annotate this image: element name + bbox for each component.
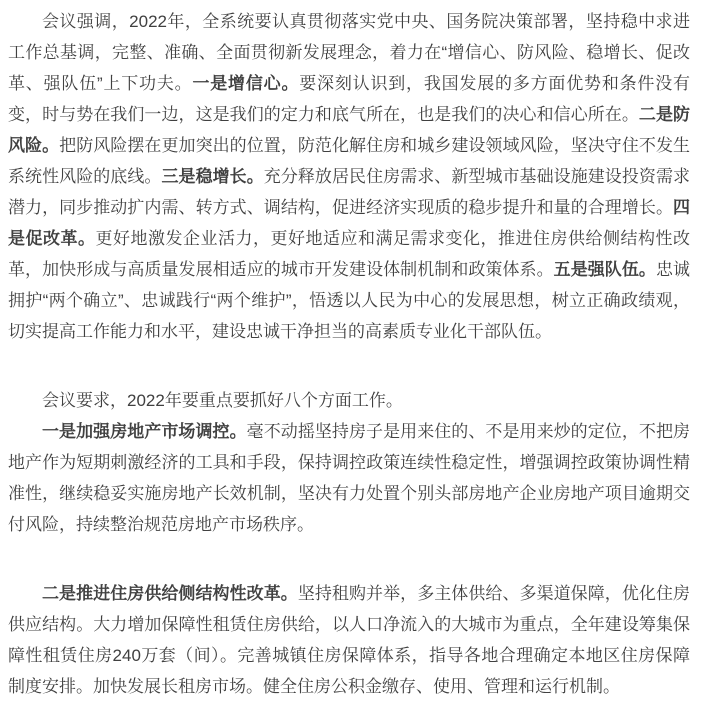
bold-phrase-point-2: 二是防风险。 xyxy=(8,105,691,155)
bold-phrase-task-2: 二是推进住房供给侧结构性改革。 xyxy=(42,584,298,603)
text-segment: 更好地激发企业活力，更好地适应和满足需求变化，推进住房供给侧结构性改革，加快形成与高质量发展相适应的城市开发建设体制机制和政策体系。 xyxy=(8,229,690,279)
text-segment: 坚持租购并举，多主体供给、多渠道保障，优化住房供应结构。大力增加保障性租赁住房供给，以人口净流入的大城市为重点，全年建设筹集保障性租赁住房240万套（间）。完善城镇住房保障体系，指导各地合理确定本地区住房保障制度安排。加快发展长租房市场。健全住房公积金缴存、使用、管理和运行机制。 xyxy=(8,584,691,696)
paragraph-task-2 xyxy=(8,578,690,702)
text-segment: 忠诚拥护“两个确立”、忠诚践行“两个维护”，悟透以人民为中心的发展思想，树立正确政绩观，切实提高工作能力和水平，建设忠诚干净担当的高素质专业化干部队伍。 xyxy=(8,260,691,341)
bold-phrase-point-5: 五是强队伍。 xyxy=(553,260,656,279)
paragraph-meeting-requirements xyxy=(8,385,690,416)
text-segment: 充分释放居民住房需求、新型城市基础设施建设投资需求潜力，同步推动扩内需、转方式、调结构，促进经济实现质的稳步提升和量的合理增长。 xyxy=(8,167,691,217)
bold-phrase-point-3: 三是稳增长。 xyxy=(161,167,264,186)
bold-phrase-point-1: 一是增信心。 xyxy=(192,74,300,93)
paragraph-task-1 xyxy=(8,416,690,540)
paragraph-meeting-emphasis xyxy=(8,6,690,347)
bold-phrase-point-4: 四是促改革。 xyxy=(8,198,690,248)
text-segment: 把防风险摆在更加突出的位置，防范化解住房和城乡建设领域风险，坚决守住不发生系统性风险的底线。 xyxy=(8,136,691,186)
bold-phrase-task-1: 一是加强房地产市场调控。 xyxy=(42,422,247,441)
text-segment: 毫不动摇坚持房子是用来住的、不是用来炒的定位，不把房地产作为短期刺激经济的工具和手段，保持调控政策连续性稳定性，增强调控政策协调性精准性，继续稳妥实施房地产长效机制，坚决有力处置个别头部房地产企业房地产项目逾期交付风险，持续整治规范房地产市场秩序。 xyxy=(8,422,691,534)
text-segment: 会议要求，2022年要重点要抓好八个方面工作。 xyxy=(42,391,403,410)
text-segment: 会议强调，2022年，全系统要认真贯彻落实党中央、国务院决策部署，坚持稳中求进工作总基调，完整、准确、全面贯彻新发展理念，着力在“增信心、防风险、稳增长、促改革、强队伍”上下功夫。 xyxy=(8,12,690,93)
text-segment: 要深刻认识到，我国发展的多方面优势和条件没有变，时与势在我们一边，这是我们的定力和底气所在，也是我们的决心和信心所在。 xyxy=(8,74,691,124)
